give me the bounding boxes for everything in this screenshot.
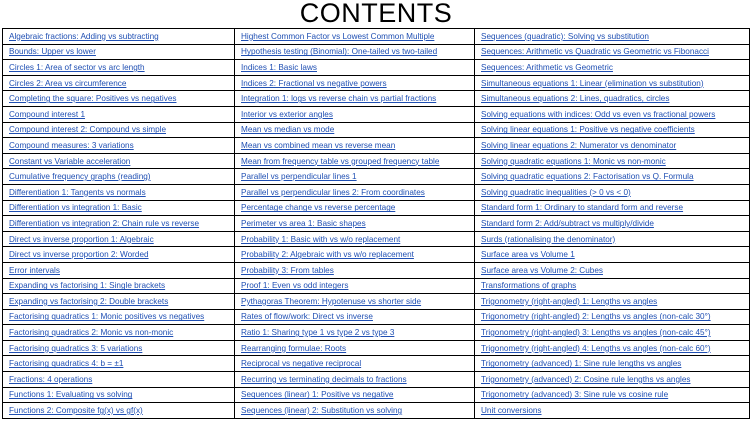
topic-link[interactable]: Standard form 1: Ordinary to standard form and reverse: [481, 203, 684, 213]
topic-link[interactable]: Functions 2: Composite fg(x) vs gf(x): [9, 406, 143, 416]
topic-link[interactable]: Sequences (linear) 1: Positive vs negative: [241, 390, 394, 400]
topic-link[interactable]: Sequences: Arithmetic vs Quadratic vs Geometric vs Fibonacci: [481, 47, 709, 57]
topic-link[interactable]: Recurring vs terminating decimals to fractions: [241, 374, 407, 384]
topic-link[interactable]: Direct vs inverse proportion 2: Worded: [9, 250, 149, 260]
table-cell: [475, 184, 750, 200]
table-cell: [235, 340, 475, 356]
table-cell: [3, 60, 235, 76]
topic-link[interactable]: Solving quadratic equations 2: Factorisation vs Q. Formula: [481, 172, 694, 182]
table-cell: [235, 325, 475, 341]
topic-link[interactable]: Trigonometry (advanced) 1: Sine rule lengths vs angles: [481, 359, 682, 369]
table-row: [3, 75, 750, 91]
topic-link[interactable]: Surface area vs Volume 1: [481, 250, 575, 260]
table-cell: [3, 247, 235, 263]
table-cell: [235, 278, 475, 294]
topic-link[interactable]: Bounds: Upper vs lower: [9, 47, 96, 57]
table-cell: [235, 356, 475, 372]
table-cell: [3, 91, 235, 107]
table-cell: [475, 356, 750, 372]
topic-link[interactable]: Perimeter vs area 1: Basic shapes: [241, 218, 366, 228]
table-row: [3, 153, 750, 169]
table-cell: [235, 153, 475, 169]
table-cell: [3, 138, 235, 154]
table-cell: [475, 372, 750, 388]
table-cell: [235, 106, 475, 122]
topic-link[interactable]: Compound interest 1: [9, 109, 86, 119]
table-row: [3, 44, 750, 60]
topic-link[interactable]: Factorising quadratics 2: Monic vs non-monic: [9, 328, 174, 338]
topic-link[interactable]: Expanding vs factorising 2: Double brackets: [9, 296, 169, 306]
table-cell: [235, 138, 475, 154]
table-cell: [475, 138, 750, 154]
topic-link[interactable]: Transformations of graphs: [481, 281, 577, 291]
table-cell: [235, 387, 475, 403]
table-row: [3, 294, 750, 310]
topic-link[interactable]: Compound interest 2: Compound vs simple: [9, 125, 167, 135]
table-cell: [3, 387, 235, 403]
table-cell: [3, 403, 235, 419]
table-cell: [3, 325, 235, 341]
table-row: [3, 372, 750, 388]
table-cell: [235, 60, 475, 76]
table-cell: [475, 387, 750, 403]
table-cell: [235, 200, 475, 216]
topic-link[interactable]: Indices 2: Fractional vs negative powers: [241, 78, 387, 88]
contents-body: [3, 29, 750, 419]
table-row: [3, 278, 750, 294]
topic-link[interactable]: Interior vs exterior angles: [241, 109, 333, 119]
table-cell: [475, 403, 750, 419]
topic-link[interactable]: Trigonometry (advanced) 3: Sine rule vs cosine rule: [481, 390, 669, 400]
table-row: [3, 122, 750, 138]
table-cell: [235, 231, 475, 247]
table-row: [3, 184, 750, 200]
table-cell: [235, 44, 475, 60]
table-cell: [235, 247, 475, 263]
topic-link[interactable]: Proof 1: Even vs odd integers: [241, 281, 349, 291]
topic-link[interactable]: Solving linear equations 2: Numerator vs denominator: [481, 140, 677, 150]
topic-link[interactable]: Simultaneous equations 2: Lines, quadratics, circles: [481, 94, 670, 104]
table-row: [3, 403, 750, 419]
table-cell: [235, 216, 475, 232]
topic-link[interactable]: Completing the square: Positives vs negatives: [9, 94, 177, 104]
topic-link[interactable]: Sequences: Arithmetic vs Geometric: [481, 62, 613, 72]
topic-link[interactable]: Hypothesis testing (Binomial): One-tailed vs two-tailed: [241, 47, 438, 57]
topic-link[interactable]: Rearranging formulae: Roots: [241, 343, 347, 353]
table-row: [3, 231, 750, 247]
topic-link[interactable]: Unit conversions: [481, 406, 542, 416]
topic-link[interactable]: Surface area vs Volume 2: Cubes: [481, 265, 603, 275]
topic-link[interactable]: Algebraic fractions: Adding vs subtracting: [9, 31, 159, 41]
topic-link[interactable]: Solving quadratic inequalities (> 0 vs < 0): [481, 187, 631, 197]
table-cell: [3, 169, 235, 185]
topic-link[interactable]: Simultaneous equations 1: Linear (elimination vs substitution): [481, 78, 704, 88]
table-cell: [235, 372, 475, 388]
table-cell: [235, 29, 475, 45]
topic-link[interactable]: Trigonometry (right-angled) 1: Lengths vs angles: [481, 296, 658, 306]
topic-link[interactable]: Percentage change vs reverse percentage: [241, 203, 396, 213]
topic-link[interactable]: Trigonometry (right-angled) 3: Lengths vs angles (non-calc 45°): [481, 328, 711, 338]
table-cell: [235, 91, 475, 107]
topic-link[interactable]: Mean vs median vs mode: [241, 125, 335, 135]
table-row: [3, 387, 750, 403]
topic-link[interactable]: Pythagoras Theorem: Hypotenuse vs shorter side: [241, 296, 422, 306]
table-cell: [475, 200, 750, 216]
table-cell: [3, 122, 235, 138]
table-cell: [3, 231, 235, 247]
topic-link[interactable]: Rates of flow/work: Direct vs inverse: [241, 312, 373, 322]
topic-link[interactable]: Mean from frequency table vs grouped frequency table: [241, 156, 440, 166]
topic-link[interactable]: Expanding vs factorising 1: Single brackets: [9, 281, 166, 291]
topic-link[interactable]: Sequences (linear) 2: Substitution vs solving: [241, 406, 403, 416]
table-cell: [235, 75, 475, 91]
topic-link[interactable]: Error intervals: [9, 265, 60, 275]
table-cell: [3, 372, 235, 388]
topic-link[interactable]: Circles 1: Area of sector vs arc length: [9, 62, 145, 72]
contents-table: [2, 28, 750, 419]
table-row: [3, 325, 750, 341]
topic-link[interactable]: Cumulative frequency graphs (reading): [9, 172, 151, 182]
topic-link[interactable]: Probability 2: Algebraic with vs w/o replacement: [241, 250, 414, 260]
table-cell: [475, 294, 750, 310]
table-cell: [3, 294, 235, 310]
table-cell: [3, 340, 235, 356]
table-cell: [235, 184, 475, 200]
topic-link[interactable]: Reciprocal vs negative reciprocal: [241, 359, 362, 369]
table-cell: [3, 153, 235, 169]
table-row: [3, 340, 750, 356]
table-cell: [475, 325, 750, 341]
table-cell: [3, 262, 235, 278]
topic-link[interactable]: Mean vs combined mean vs reverse mean: [241, 140, 396, 150]
table-cell: [475, 340, 750, 356]
table-row: [3, 247, 750, 263]
table-cell: [235, 262, 475, 278]
table-cell: [475, 106, 750, 122]
table-cell: [475, 247, 750, 263]
table-cell: [235, 309, 475, 325]
topic-link[interactable]: Constant vs Variable acceleration: [9, 156, 131, 166]
topic-link[interactable]: Direct vs inverse proportion 1: Algebraic: [9, 234, 154, 244]
topic-link[interactable]: Factorising quadratics 1: Monic positives vs negatives: [9, 312, 205, 322]
topic-link[interactable]: Indices 1: Basic laws: [241, 62, 317, 72]
topic-link[interactable]: Probability 1: Basic with vs w/o replacement: [241, 234, 401, 244]
page-title: CONTENTS: [299, 0, 453, 28]
table-row: [3, 91, 750, 107]
topic-link[interactable]: Functions 1: Evaluating vs solving: [9, 390, 133, 400]
topic-link[interactable]: Parallel vs perpendicular lines 1: [241, 172, 357, 182]
topic-link[interactable]: Fractions: 4 operations: [9, 374, 93, 384]
table-row: [3, 309, 750, 325]
table-cell: [475, 169, 750, 185]
topic-link[interactable]: Trigonometry (advanced) 2: Cosine rule lengths vs angles: [481, 374, 691, 384]
table-row: [3, 356, 750, 372]
table-row: [3, 29, 750, 45]
topic-link[interactable]: Parallel vs perpendicular lines 2: From coordinates: [241, 187, 425, 197]
topic-link[interactable]: Ratio 1: Sharing type 1 vs type 2 vs type 3: [241, 328, 395, 338]
table-cell: [475, 153, 750, 169]
topic-link[interactable]: Compound measures: 3 variations: [9, 140, 134, 150]
table-cell: [475, 216, 750, 232]
topic-link[interactable]: Differentiation vs integration 1: Basic: [9, 203, 142, 213]
topic-link[interactable]: Highest Common Factor vs Lowest Common Multiple: [241, 31, 435, 41]
table-cell: [475, 231, 750, 247]
table-row: [3, 216, 750, 232]
topic-link[interactable]: Differentiation 1: Tangents vs normals: [9, 187, 146, 197]
table-cell: [3, 200, 235, 216]
table-cell: [475, 309, 750, 325]
table-row: [3, 60, 750, 76]
topic-link[interactable]: Trigonometry (right-angled) 2: Lengths vs angles (non-calc 30°): [481, 312, 711, 322]
topic-link[interactable]: Integration 1: logs vs reverse chain vs partial fractions: [241, 94, 437, 104]
topic-link[interactable]: Differentiation vs integration 2: Chain rule vs reverse: [9, 218, 200, 228]
table-row: [3, 138, 750, 154]
table-cell: [3, 44, 235, 60]
topic-link[interactable]: Trigonometry (right-angled) 4: Lengths vs angles (non-calc 60°): [481, 343, 711, 353]
table-cell: [3, 29, 235, 45]
topic-link[interactable]: Factorising quadratics 3: 5 variations: [9, 343, 143, 353]
table-cell: [3, 184, 235, 200]
topic-link[interactable]: Surds (rationalising the denominator): [481, 234, 616, 244]
table-cell: [475, 262, 750, 278]
table-cell: [475, 278, 750, 294]
table-cell: [475, 91, 750, 107]
table-cell: [475, 122, 750, 138]
table-cell: [235, 403, 475, 419]
table-row: [3, 200, 750, 216]
table-cell: [475, 60, 750, 76]
topic-link[interactable]: Solving equations with indices: Odd vs even vs fractional powers: [481, 109, 716, 119]
table-cell: [475, 75, 750, 91]
table-cell: [3, 278, 235, 294]
topic-link[interactable]: Standard form 2: Add/subtract vs multiply/divide: [481, 218, 654, 228]
table-row: [3, 106, 750, 122]
table-cell: [235, 122, 475, 138]
table-cell: [235, 169, 475, 185]
topic-link[interactable]: Sequences (quadratic): Solving vs substitution: [481, 31, 649, 41]
table-row: [3, 262, 750, 278]
table-cell: [3, 356, 235, 372]
table-cell: [3, 216, 235, 232]
table-row: [3, 169, 750, 185]
topic-link[interactable]: Solving quadratic equations 1: Monic vs non-monic: [481, 156, 666, 166]
topic-link[interactable]: Solving linear equations 1: Positive vs negative coefficients: [481, 125, 695, 135]
table-cell: [475, 44, 750, 60]
table-cell: [3, 106, 235, 122]
table-cell: [235, 294, 475, 310]
topic-link[interactable]: Factorising quadratics 4: b = ±1: [9, 359, 124, 369]
table-cell: [3, 75, 235, 91]
table-cell: [475, 29, 750, 45]
topic-link[interactable]: Probability 3: From tables: [241, 265, 334, 275]
table-cell: [3, 309, 235, 325]
topic-link[interactable]: Circles 2: Area vs circumference: [9, 78, 127, 88]
